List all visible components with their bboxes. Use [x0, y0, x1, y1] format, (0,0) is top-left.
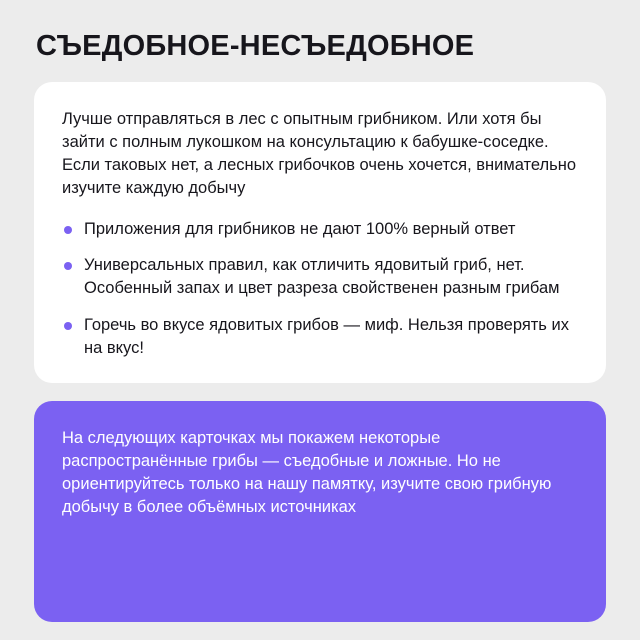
list-item [62, 314, 578, 360]
bullet-dot-icon [64, 262, 72, 270]
list-item-text: Горечь во вкусе ядовитых грибов — миф. Нельзя проверять их на вкус! [84, 315, 569, 357]
bullet-dot-icon [64, 226, 72, 234]
content-card [34, 82, 606, 383]
intro-paragraph: Лучше отправляться в лес с опытным грибником. Или хотя бы зайти с полным лукошком на консультацию к бабушке-соседке. Если таковых нет, а лесных грибочков очень хочется, внимательно изучите каждую добычу [62, 110, 577, 197]
footer-note-card [34, 401, 606, 622]
footer-note-text: На следующих карточках мы покажем некоторые распространённые грибы — съедобные и ложные. Но не ориентируйтесь только на нашу памятку, изучите свою грибную добычу в более объёмных источниках [62, 429, 552, 516]
bullet-dot-icon [64, 322, 72, 330]
list-item [62, 218, 578, 241]
page-title: СЪЕДОБНОЕ-НЕСЪЕДОБНОЕ [36, 30, 475, 62]
list-item-text: Приложения для грибников не дают 100% верный ответ [84, 219, 516, 238]
bullet-list [62, 218, 578, 360]
list-item [62, 254, 578, 300]
list-item-text: Универсальных правил, как отличить ядовитый гриб, нет. Особенный запах и цвет разреза свойственен разным грибам [84, 256, 560, 298]
